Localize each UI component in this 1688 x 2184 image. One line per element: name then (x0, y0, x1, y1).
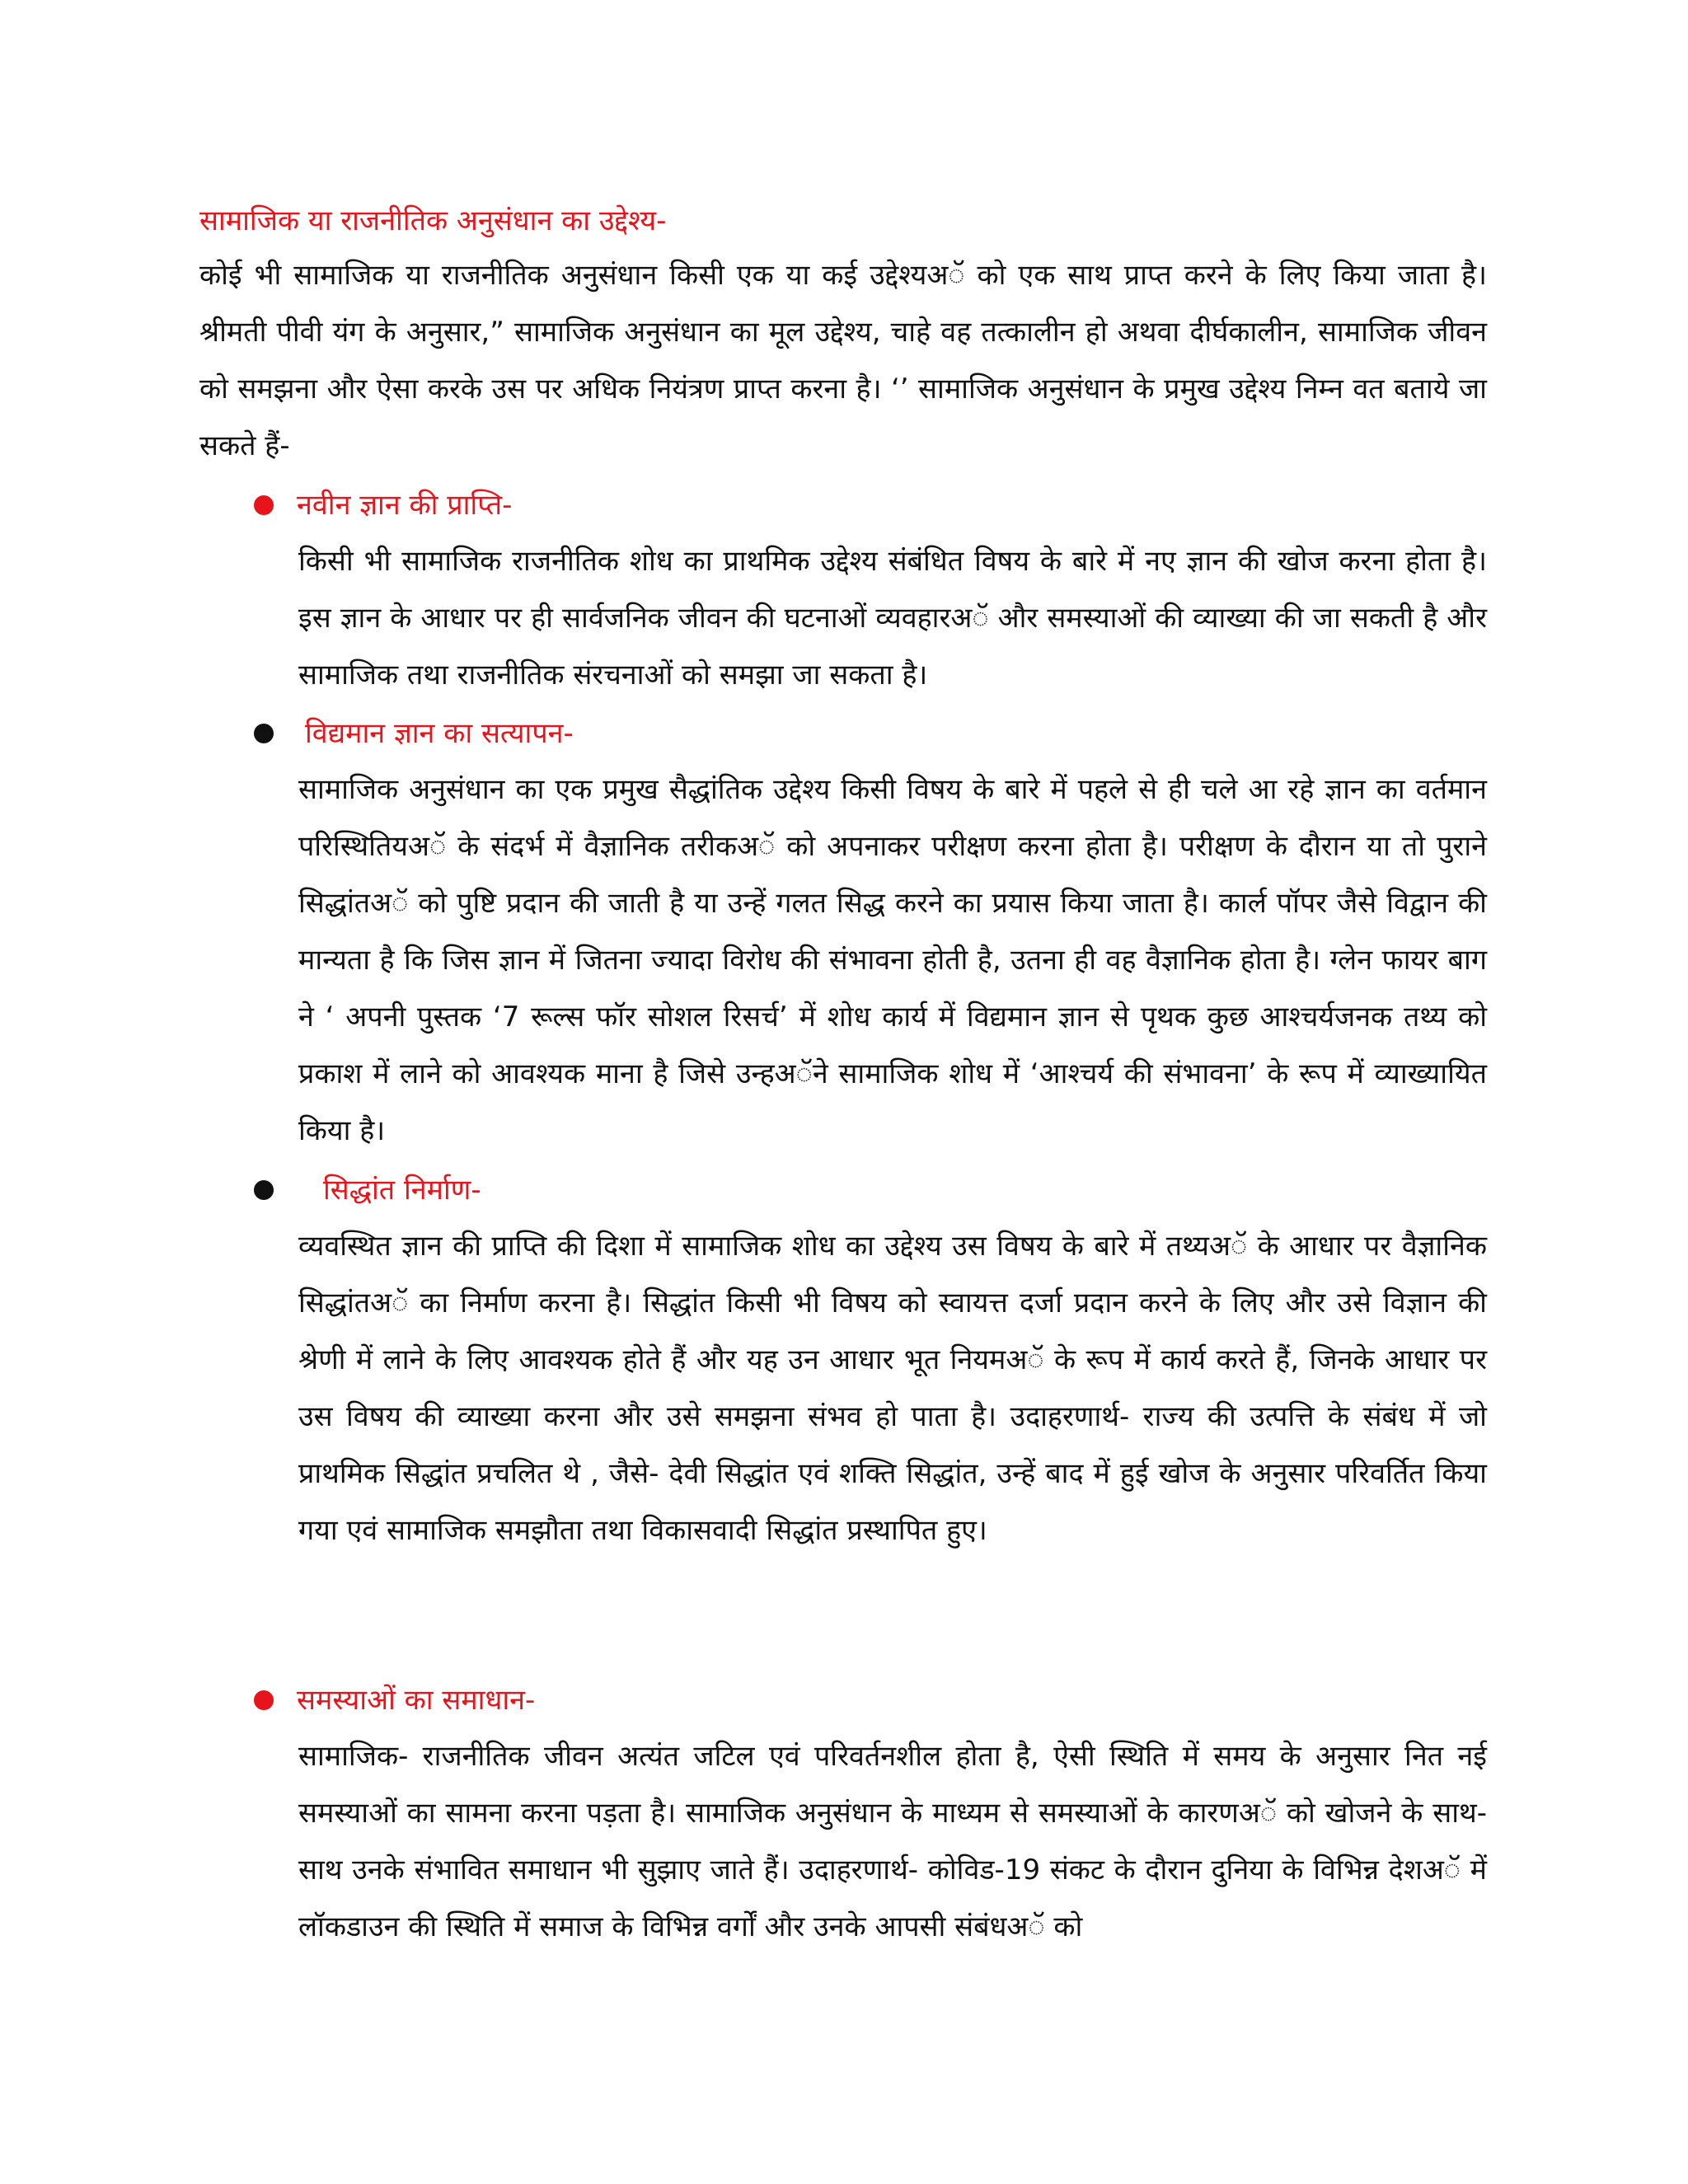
section-title-verification: विद्यमान ज्ञान का सत्यापन- (305, 717, 574, 750)
bullet-icon (254, 1690, 274, 1710)
section-header-theory-building (199, 1167, 1487, 1213)
section-body-problem-solving: सामाजिक- राजनीतिक जीवन अत्यंत जटिल एवं परिवर्तनशील होता है, ऐसी स्थिति में समय के अनुसार नित नई समस्याओं का सामना करना पड़ता है। सामाजिक अनुसंधान के माध्यम से समस्याओं के कारणअॅ को खोजने के साथ-साथ उनके संभावित समाधान भी सुझाए जाते हैं। उदाहरणार्थ- कोविड-19 संकट के दौरान दुनिया के विभिन्न देशअॅ में लॉकडाउन की स्थिति में समाज के विभिन्न वर्गों और उनके आपसी संबंधअॅ को (298, 1740, 1487, 1943)
section-title-problem-solving: समस्याओं का समाधान- (297, 1684, 536, 1717)
section-header-problem-solving (199, 1677, 1487, 1723)
section-body-new-knowledge: किसी भी सामाजिक राजनीतिक शोध का प्राथमिक उद्देश्य संबंधित विषय के बारे में नए ज्ञान की खोज करना होता है। इस ज्ञान के आधार पर ही सार्वजनिक जीवन की घटनाओं व्यवहारअॅ और समस्याओं की व्याख्या की जा सकती है और सामाजिक तथा राजनीतिक संरचनाओं को समझा जा सकता है। (298, 545, 1487, 691)
bullet-icon (254, 495, 274, 515)
section-body-theory-building: व्यवस्थित ज्ञान की प्राप्ति की दिशा में सामाजिक शोध का उद्देश्य उस विषय के बारे में तथ्यअॅ के आधार पर वैज्ञानिक सिद्धांतअॅ का निर्माण करना है। सिद्धांत किसी भी विषय को स्वायत्त दर्जा प्रदान करने के लिए और उसे विज्ञान की श्रेणी में लाने के लिए आवश्यक होते हैं और यह उन आधार भूत नियमअॅ के रूप में कार्य करते हैं, जिनके आधार पर उस विषय की व्याख्या करना और उसे समझना संभव हो पाता है। उदाहरणार्थ- राज्य की उत्पत्ति के संबंध में जो प्राथमिक सिद्धांत प्रचलित थे , जैसे- देवी सिद्धांत एवं शक्ति सिद्धांत, उन्हें बाद में हुई खोज के अनुसार परिवर्तित किया गया एवं सामाजिक समझौता तथा विकासवादी सिद्धांत प्रस्थापित हुए। (298, 1230, 1487, 1547)
bullet-icon (254, 1180, 274, 1200)
intro-paragraph: कोई भी सामाजिक या राजनीतिक अनुसंधान किसी एक या कई उद्देश्यअॅ को एक साथ प्राप्त करने के लिए किया जाता है। श्रीमती पीवी यंग के अनुसार,” सामाजिक अनुसंधान का मूल उद्देश्य, चाहे वह तत्कालीन हो अथवा दीर्घकालीन, सामाजिक जीवन को समझना और ऐसा करके उस पर अधिक नियंत्रण प्राप्त करना है। ‘’ सामाजिक अनुसंधान के प्रमुख उद्देश्य निम्न वत बताये जा सकते हैं- (199, 259, 1487, 462)
section-title-new-knowledge: नवीन ज्ञान की प्राप्ति- (297, 489, 513, 522)
document-heading: सामाजिक या राजनीतिक अनुसंधान का उद्देश्य- (199, 204, 667, 237)
bullet-icon (254, 724, 274, 743)
section-header-new-knowledge (199, 482, 1487, 528)
section-body-verification: सामाजिक अनुसंधान का एक प्रमुख सैद्धांतिक उद्देश्य किसी विषय के बारे में पहले से ही चले आ रहे ज्ञान का वर्तमान परिस्थितियअॅ के संदर्भ में वैज्ञानिक तरीकअॅ को अपनाकर परीक्षण करना होता है। परीक्षण के दौरान या तो पुराने सिद्धांतअॅ को पुष्टि प्रदान की जाती है या उन्हें गलत सिद्ध करने का प्रयास किया जाता है। कार्ल पॉपर जैसे विद्वान की मान्यता है कि जिस ज्ञान में जितना ज्यादा विरोध की संभावना होती है, उतना ही वह वैज्ञानिक होता है। ग्लेन फायर बाग ने ‘ अपनी पुस्तक ‘7 रूल्स फॉर सोशल रिसर्च’ में शोध कार्य में विद्यमान ज्ञान से पृथक कुछ आश्चर्यजनक तथ्य को प्रकाश में लाने को आवश्यक माना है जिसे उन्हअॅने सामाजिक शोध में ‘आश्चर्य की संभावना’ के रूप में व्याख्यायित किया है। (298, 773, 1487, 1147)
section-title-theory-building: सिद्धांत निर्माण- (323, 1174, 481, 1207)
section-header-verification (199, 710, 1487, 757)
